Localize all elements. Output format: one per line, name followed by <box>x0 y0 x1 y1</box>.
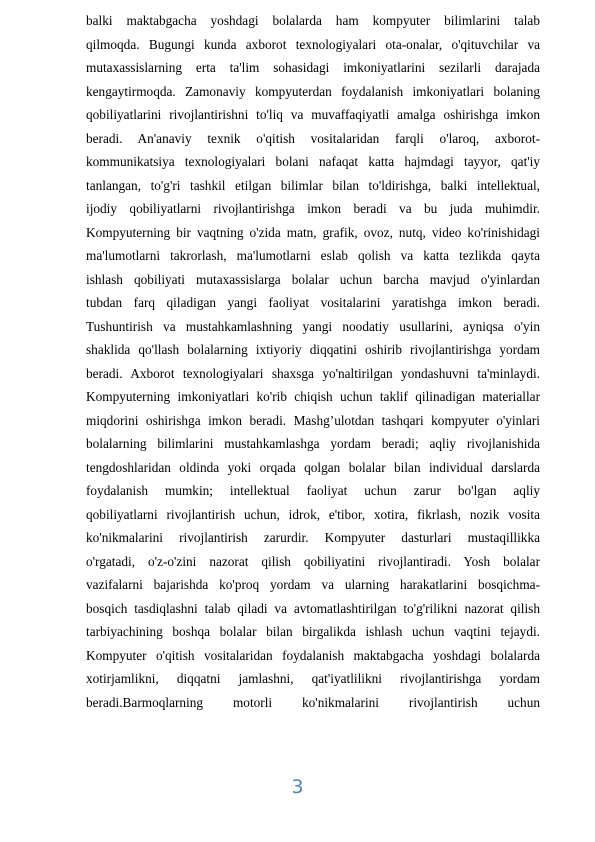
text-line: tengdoshlaridan oldinda yoki orqada qolgan bolalar bilan individual darslarda <box>86 459 540 475</box>
text-line: o'rgatadi, o'z-o'zini nazorat qilish qobiliyatini rivojlantiradi. Yosh bolalar <box>86 553 540 569</box>
text-line: balki maktabgacha yoshdagi bolalarda ham kompyuter bilimlarini talab <box>86 13 540 28</box>
text-line: Kompyuterning imkoniyatlari ko'rib chiqish uchun taklif qilinadigan materiallar <box>86 389 540 404</box>
text-line: mutaxassislarning erta ta'lim sohasidagi imkoniyatlarini sezilarli darajada <box>86 60 540 75</box>
text-line: Tushuntirish va mustahkamlashning yangi noodatiy usullarini, ayniqsa o'yin <box>86 318 540 334</box>
text-line: ijodiy qobiliyatlarni rivojlantirishga imkon beradi va bu juda muhimdir. <box>86 201 540 216</box>
text-line: tarbiyachining boshqa bolalar bilan birgalikda ishlash uchun vaqtini tejaydi. <box>86 624 540 639</box>
text-line: bosqich tasdiqlashni talab qiladi va avtomatlashtirilgan to'g'rilikni nazorat qilish <box>86 600 540 616</box>
text-line: xotirjamlikni, diqqatni jamlashni, qat'iyatlilikni rivojlantirishga yordam <box>86 671 540 686</box>
text-line: ko'nikmalarini rivojlantirish zarurdir. Kompyuter dasturlari mustaqillikka <box>86 530 540 545</box>
text-line: kommunikatsiya texnologiyalari bolani nafaqat katta hajmdagi tayyor, qat'iy <box>86 154 540 169</box>
text-line: qobiliyatlarni rivojlantirish uchun, idrok, e'tibor, xotira, fikrlash, nozik vosita <box>86 506 540 522</box>
text-line: kengaytirmoqda. Zamonaviy kompyuterdan foydalanish imkoniyatlari bolaning <box>86 83 540 99</box>
text-line: beradi. An'anaviy texnik o'qitish vositalaridan farqli o'laroq, axborot- <box>86 130 540 146</box>
text-line: Kompyuter o'qitish vositalaridan foydalanish maktabgacha yoshdagi bolalarda <box>86 647 540 663</box>
text-line: beradi. Axborot texnologiyalari shaxsga yo'naltirilgan yondashuvni ta'minlaydi. <box>86 365 540 381</box>
text-line: bolalarning bilimlarini mustahkamlashga yordam beradi; aqliy rivojlanishida <box>86 436 540 451</box>
body-text <box>86 9 540 714</box>
text-line: beradi.Barmoqlarning motorli ko'nikmalarini rivojlantirish uchun <box>86 694 540 710</box>
text-line: ma'lumotlarni takrorlash, ma'lumotlarni eslab qolish va katta tezlikda qayta <box>86 248 540 263</box>
text-line: qilmoqda. Bugungi kunda axborot texnologiyalari ota-onalar, o'qituvchilar va <box>86 36 540 52</box>
text-line: ishlash qobiliyati mutaxassislarga bolalar uchun barcha mavjud o'yinlardan <box>86 271 540 287</box>
page-number: 3 <box>291 776 304 798</box>
text-line: foydalanish mumkin; intellektual faoliyat uchun zarur bo'lgan aqliy <box>86 483 540 498</box>
text-line: shaklida qo'llash bolalarning ixtiyoriy diqqatini oshirib rivojlantirishga yordam <box>86 342 540 357</box>
text-line: vazifalarni bajarishda ko'proq yordam va ularning harakatlarini bosqichma- <box>86 577 540 592</box>
text-line: tanlangan, to'g'ri tashkil etilgan bilimlar bilan to'ldirishga, balki intellektual, <box>86 177 540 193</box>
text-line: miqdorini oshirishga imkon beradi. Mashg’ulotdan tashqari kompyuter o'yinlari <box>86 412 540 428</box>
text-line: Kompyuterning bir vaqtning o'zida matn, grafik, ovoz, nutq, video ko'rinishidagi <box>86 224 540 240</box>
text-line: qobiliyatlarini rivojlantirishni to'liq va muvaffaqiyatli amalga oshirishga imkon <box>86 107 540 122</box>
text-line: tubdan farq qiladigan yangi faoliyat vositalarini yaratishga imkon beradi. <box>86 295 540 310</box>
